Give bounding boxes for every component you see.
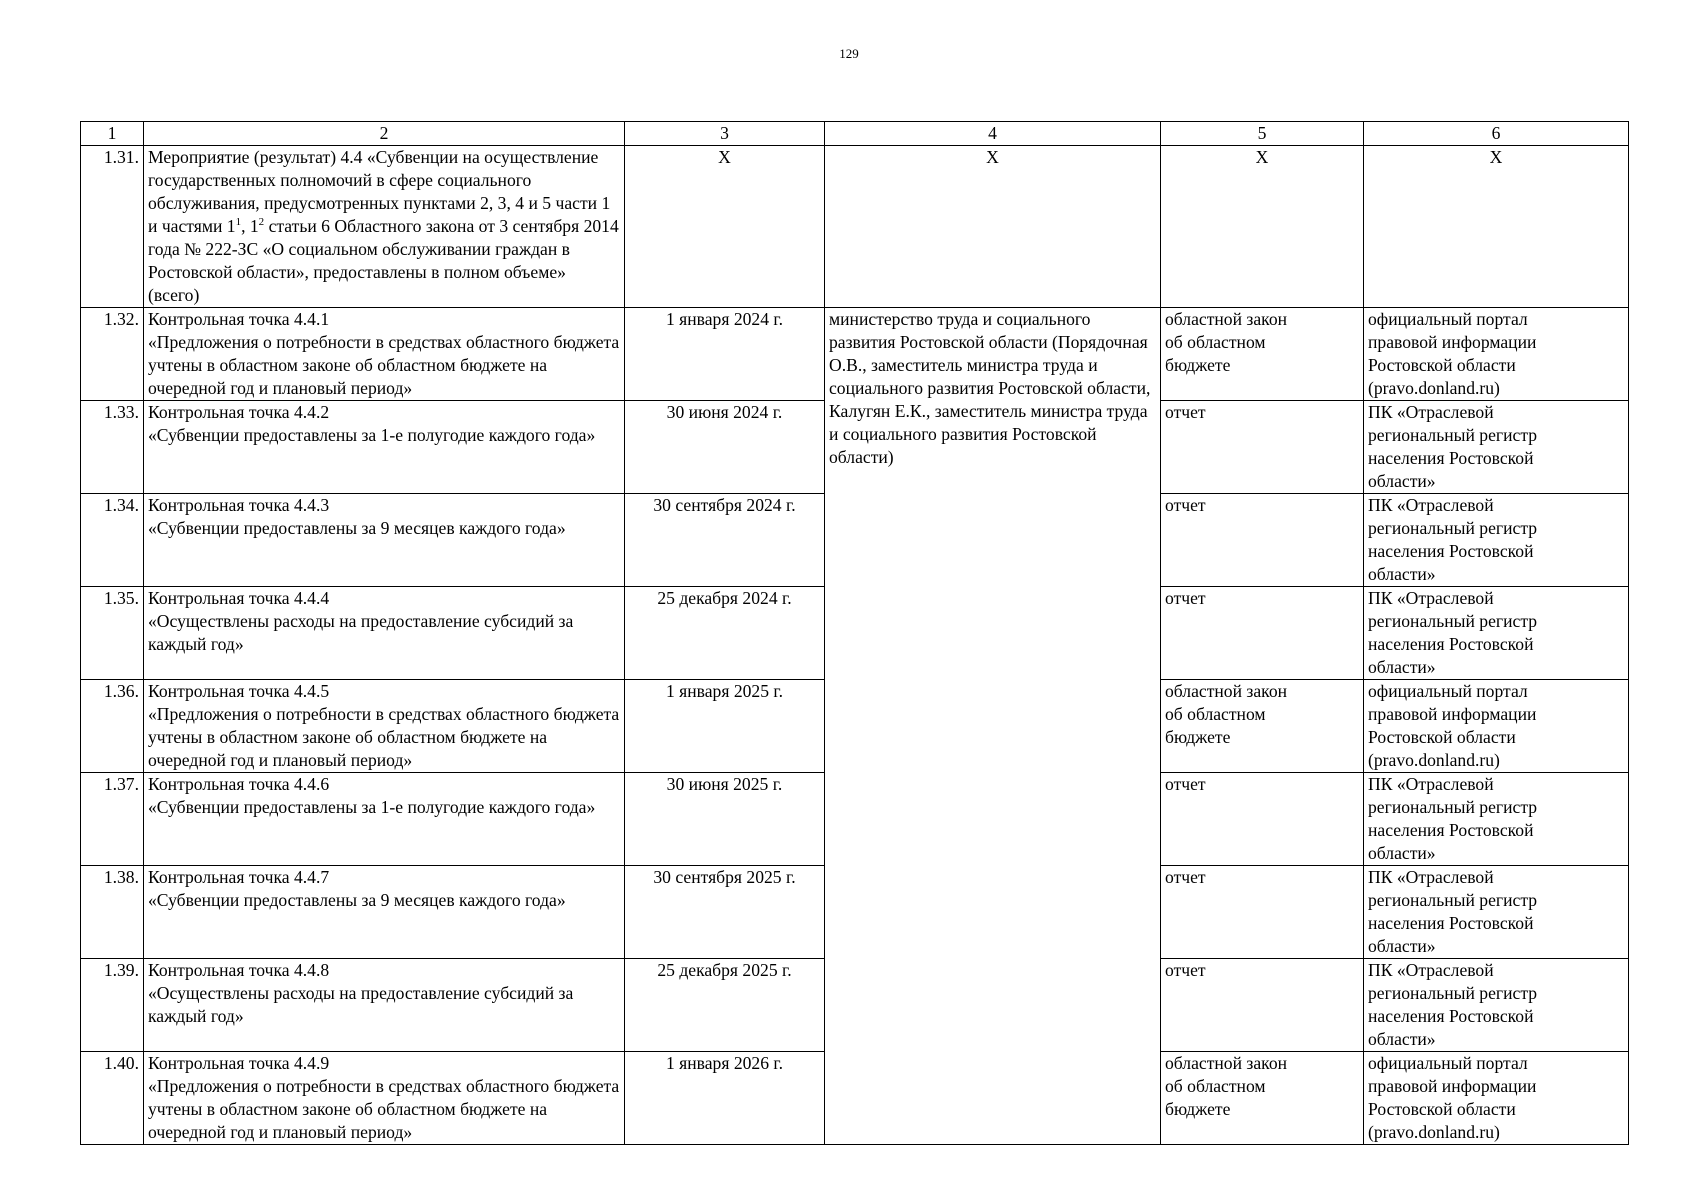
document-type-cell: отчет [1161,494,1364,587]
column-number: 1 [81,122,144,146]
control-point-title: Контрольная точка 4.4.9 «Предложения о потребности в средствах областного бюджета учтены в областном законе об областном бюджете на очередной год и плановый период» [144,1052,625,1145]
information-system-cell: официальный портал правовой информации Ростовской области (pravo.donland.ru) [1364,1052,1629,1145]
information-system-cell: Х [1364,146,1629,308]
date-cell: 1 января 2026 г. [625,1052,825,1145]
control-point-title: Контрольная точка 4.4.6 «Субвенции предоставлены за 1-е полугодие каждого года» [144,773,625,866]
document-type-cell: областной закон об областном бюджете [1161,308,1364,401]
document-type-cell: отчет [1161,959,1364,1052]
table-row-1-31 [81,146,1629,308]
row-number: 1.31. [81,146,144,308]
row-number: 1.39. [81,959,144,1052]
row-number: 1.32. [81,308,144,401]
date-cell: 30 сентября 2025 г. [625,866,825,959]
control-point-title: Контрольная точка 4.4.3 «Субвенции предоставлены за 9 месяцев каждого года» [144,494,625,587]
column-number: 4 [825,122,1161,146]
row-number: 1.33. [81,401,144,494]
document-type-cell: отчет [1161,401,1364,494]
information-system-cell: ПК «Отраслевой региональный регистр населения Ростовской области» [1364,866,1629,959]
measure-title-part: Мероприятие (результат) 4.4 «Субвенции на осуществление государственных полномочий в сфере социального обслуживания, предусмотренных пунктами 2, 3, 4 и 5 части 1 и частями 1 [148,147,611,236]
row-number: 1.37. [81,773,144,866]
document-type-cell: областной закон об областном бюджете [1161,680,1364,773]
row-number: 1.38. [81,866,144,959]
row-number: 1.35. [81,587,144,680]
column-number-row [81,122,1629,146]
date-cell: 1 января 2024 г. [625,308,825,401]
date-cell: 25 декабря 2025 г. [625,959,825,1052]
date-cell: 30 июня 2024 г. [625,401,825,494]
superscript: 1 [235,216,242,229]
measure-title-cell [144,146,625,308]
information-system-cell: ПК «Отраслевой региональный регистр населения Ростовской области» [1364,773,1629,866]
table-row [81,308,1629,401]
measure-title-part: статьи 6 Областного закона от 3 сентября 2014 года № 222-ЗС «О социальном обслуживании граждан в Ростовской области», предоставлены в полном объеме» (всего) [148,216,619,305]
date-cell: 25 декабря 2024 г. [625,587,825,680]
row-number: 1.36. [81,680,144,773]
information-system-cell: ПК «Отраслевой региональный регистр населения Ростовской области» [1364,494,1629,587]
information-system-cell: ПК «Отраслевой региональный регистр населения Ростовской области» [1364,587,1629,680]
column-number: 3 [625,122,825,146]
control-point-title: Контрольная точка 4.4.1 «Предложения о потребности в средствах областного бюджета учтены в областном законе об областном бюджете на очередной год и плановый период» [144,308,625,401]
control-point-title: Контрольная точка 4.4.5 «Предложения о потребности в средствах областного бюджета учтены в областном законе об областном бюджете на очередной год и плановый период» [144,680,625,773]
responsible-cell: министерство труда и социального развития Ростовской области (Порядочная О.В., заместитель министра труда и социального развития Ростовской области, Калугян Е.К., заместитель министра труда и социального развития Ростовской области) [825,308,1161,1145]
control-point-title: Контрольная точка 4.4.8 «Осуществлены расходы на предоставление субсидий за каждый год» [144,959,625,1052]
control-point-title: Контрольная точка 4.4.7 «Субвенции предоставлены за 9 месяцев каждого года» [144,866,625,959]
page-number: 129 [839,46,859,61]
superscript: 2 [258,216,265,229]
information-system-cell: официальный портал правовой информации Ростовской области (pravo.donland.ru) [1364,680,1629,773]
document-type-cell: областной закон об областном бюджете [1161,1052,1364,1145]
row-number: 1.40. [81,1052,144,1145]
control-point-title: Контрольная точка 4.4.2 «Субвенции предоставлены за 1-е полугодие каждого года» [144,401,625,494]
document-type-cell: отчет [1161,587,1364,680]
date-cell: Х [625,146,825,308]
information-system-cell: официальный портал правовой информации Ростовской области (pravo.donland.ru) [1364,308,1629,401]
document-type-cell: отчет [1161,866,1364,959]
control-point-title: Контрольная точка 4.4.4 «Осуществлены расходы на предоставление субсидий за каждый год» [144,587,625,680]
information-system-cell: ПК «Отраслевой региональный регистр населения Ростовской области» [1364,959,1629,1052]
date-cell: 30 сентября 2024 г. [625,494,825,587]
document-type-cell: отчет [1161,773,1364,866]
date-cell: 1 января 2025 г. [625,680,825,773]
date-cell: 30 июня 2025 г. [625,773,825,866]
column-number: 5 [1161,122,1364,146]
column-number: 2 [144,122,625,146]
responsible-cell: Х [825,146,1161,308]
column-number: 6 [1364,122,1629,146]
row-number: 1.34. [81,494,144,587]
measure-title-part: , 1 [241,216,259,236]
information-system-cell: ПК «Отраслевой региональный регистр населения Ростовской области» [1364,401,1629,494]
plan-table [80,121,1629,1145]
document-type-cell: Х [1161,146,1364,308]
